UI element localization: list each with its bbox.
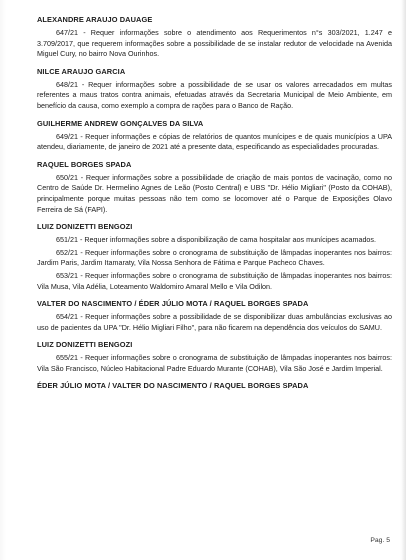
- request-number: 655/21: [56, 353, 78, 363]
- councillor-name: ALEXANDRE ARAUJO DAUAGE: [37, 15, 153, 24]
- councillor-name: VALTER DO NASCIMENTO / ÉDER JÚLIO MOTA / RAQUEL BORGES SPADA: [37, 299, 309, 309]
- request-text: - Requer informações sobre o cronograma de substituição de lâmpadas inoperantes nos bairros: Jardim Paris, Jardim Itamaraty, Vila Nossa Senhora de Fátima e Parque Pacheco Chaves.: [37, 247, 392, 268]
- request-number: 652/21: [56, 247, 78, 257]
- request-text: - Requer informações sobre a possibilidade de se usar os valores arrecadados em multas referentes a maus tratos contra animais, efetuadas através da Secretaria Municipal de Meio Ambiente, em benefício da causa, como exemplo a compra de rações para o Banco de Ração.: [37, 79, 392, 110]
- request-section: [37, 380, 392, 391]
- page-number: Pag. 5: [370, 537, 390, 544]
- request-text: - Requer informações sobre o atendimento aos Requerimentos n°s 303/2021, 1.247 e 3.709/2017, que requerem informações sobre a possibilidade de se instalar redutor de velocidade na Avenida Miguel Cury, no bairro Nova Ourinhos.: [37, 28, 392, 59]
- request-number: 654/21: [56, 312, 78, 322]
- request-section: [37, 14, 392, 60]
- request-section: [37, 159, 392, 215]
- request-number: 649/21: [56, 131, 78, 141]
- request-item: [37, 235, 392, 246]
- request-text: - Requer informações sobre a possibilidade de criação de mais pontos de vacinação, como no Centro de Saúde Dr. Hermelino Agnes de Leão (Posto Central) e UBS "Dr. Hélio Migliari" (Posto da COHAB), principalmente porque muitas pessoas não tem como se locomover até o Parque de Exposições Olavo Ferreira de Sá (FAPI).: [37, 172, 392, 214]
- requests-list: [37, 14, 392, 391]
- request-item: [37, 312, 392, 333]
- request-item: [37, 132, 392, 153]
- request-text: - Requer informações sobre o cronograma de substituição de lâmpadas inoperantes nos bairros: Vila São Francisco, Núcleo Habitacional Padre Eduardo Murante (COHAB), Vila São José e Jardim Imperial.: [37, 353, 392, 373]
- request-item: [37, 353, 392, 374]
- request-text: - Requer informações e cópias de relatórios de quantos munícipes e de quais municípios a UPA atendeu, diariamente, de janeiro de 2021 até a presente data, especificando as especialidades procuradas.: [37, 131, 392, 152]
- councillor-name: NILCE ARAUJO GARCIA: [37, 66, 126, 76]
- councillor-name: GUILHERME ANDREW GONÇALVES DA SILVA: [37, 118, 204, 128]
- request-section: [37, 221, 392, 292]
- request-section: [37, 339, 392, 374]
- request-number: 650/21: [56, 172, 78, 182]
- request-number: 648/21: [56, 79, 78, 89]
- request-number: 651/21: [56, 235, 78, 245]
- request-item: [37, 173, 392, 215]
- request-text: - Requer informações sobre a disponibilização de cama hospitalar aos munícipes acamados.: [77, 235, 377, 245]
- request-text: - Requer informações sobre a possibilidade de se disponibilizar duas ambulâncias exclusivas ao uso de pacientes da UPA "Dr. Hélio Migliari Filho", para não ficarem na dependência dos veículos do SAMU.: [37, 312, 392, 332]
- councillor-name: RAQUEL BORGES SPADA: [37, 159, 132, 169]
- request-item: [37, 28, 392, 60]
- councillor-name: LUIZ DONIZETTI BENGOZI: [37, 340, 133, 350]
- councillor-name: LUIZ DONIZETTI BENGOZI: [37, 222, 133, 232]
- request-text: - Requer informações sobre o cronograma de substituição de lâmpadas inoperantes nos bairros: Vila Musa, Vila Adélia, Loteamento Waldomiro Amaral Mello e Vila Odilon.: [37, 270, 392, 291]
- page-edge-shadow: [401, 0, 406, 560]
- request-section: [37, 66, 392, 112]
- request-section: [37, 118, 392, 153]
- request-number: 653/21: [56, 270, 78, 280]
- request-item: [37, 271, 392, 292]
- request-section: [37, 298, 392, 333]
- request-item: [37, 80, 392, 112]
- request-number: 647/21: [56, 28, 78, 37]
- request-item: [37, 248, 392, 269]
- councillor-name: ÉDER JÚLIO MOTA / VALTER DO NASCIMENTO / RAQUEL BORGES SPADA: [37, 381, 309, 391]
